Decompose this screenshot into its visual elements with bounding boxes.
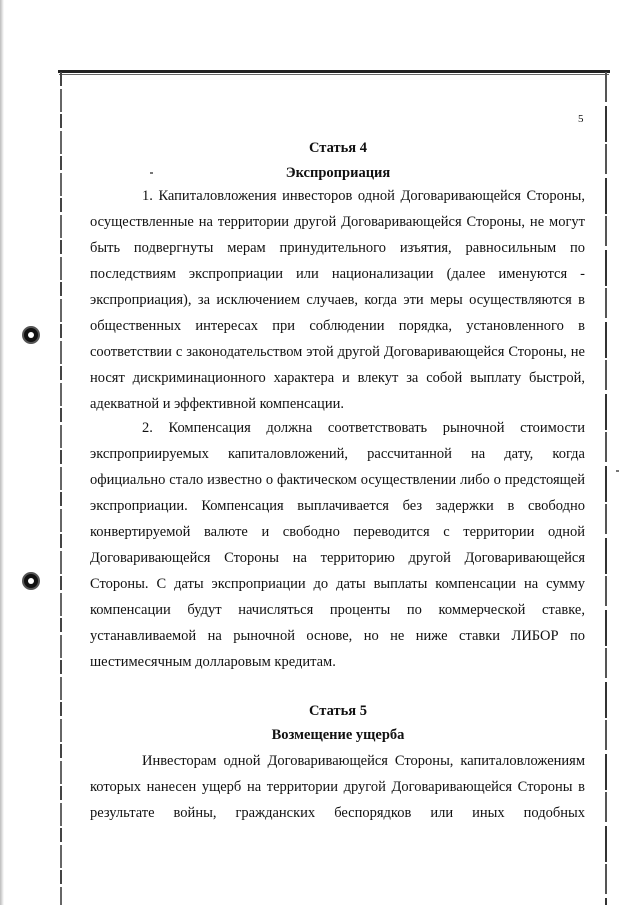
article-4-paragraph-1-text: 1. Капиталовложения инвесторов одной Договаривающейся Стороны, осуществленные на территории другой Договаривающейся Стороны, не могут быть подвергнуты мерам принудительного изъятия, равносильным по последствиям экспроприации или национализации (далее именуются - экспроприация), за исключением случаев, когда эти меры осуществляются в общественных интересах при соблюдении порядка, установленного в соответствии с законодательством этой другой Договаривающейся Стороны, не носят дискриминационного характера и влекут за собой выплату быстрой, адекватной и эффективной компенсации. (90, 188, 585, 412)
page-frame-top (58, 70, 610, 73)
article-5-subtitle: Возмещение ущерба (271, 727, 405, 743)
article-5-title: Статья 5 (309, 703, 367, 719)
page-frame-left (60, 72, 62, 905)
article-5-paragraph-1-text: Инвесторам одной Договаривающейся Стороны, капиталовложениям которых нанесен ущерб на территории другой Договаривающейся Стороны в результате войны, гражданских беспорядков или иных подобных (90, 753, 585, 821)
page-frame-right (605, 72, 607, 905)
punch-hole-icon (22, 572, 40, 590)
article-4-title: Статья 4 (309, 140, 367, 156)
article-4-paragraph-1 (90, 183, 585, 417)
article-5-paragraph-1 (90, 748, 585, 826)
article-4-paragraph-2-text: 2. Компенсация должна соответствовать рыночной стоимости экспроприируемых капиталовложений, рассчитанной на дату, когда официально стало известно о фактическом осуществлении либо о предстоящей экспроприации. Компенсация выплачивается без задержки в свободно конвертируемой валюте и свободно переводится с территории одной Договаривающейся Стороны на территорию другой Договаривающейся Стороны. С даты экспроприации до даты выплаты компенсации на сумму компенсации будут начисляться проценты по коммерческой ставке, устанавливаемой на рыночной основе, но не ниже ставки ЛИБОР по шестимесячным долларовым кредитам. (90, 420, 585, 670)
article-4-subtitle: Экспроприация (285, 165, 391, 181)
scan-edge (0, 0, 4, 905)
page-number: 5 (578, 113, 584, 125)
scan-speck (616, 470, 619, 472)
article-4-paragraph-2 (90, 415, 585, 675)
punch-hole-icon (22, 326, 40, 344)
